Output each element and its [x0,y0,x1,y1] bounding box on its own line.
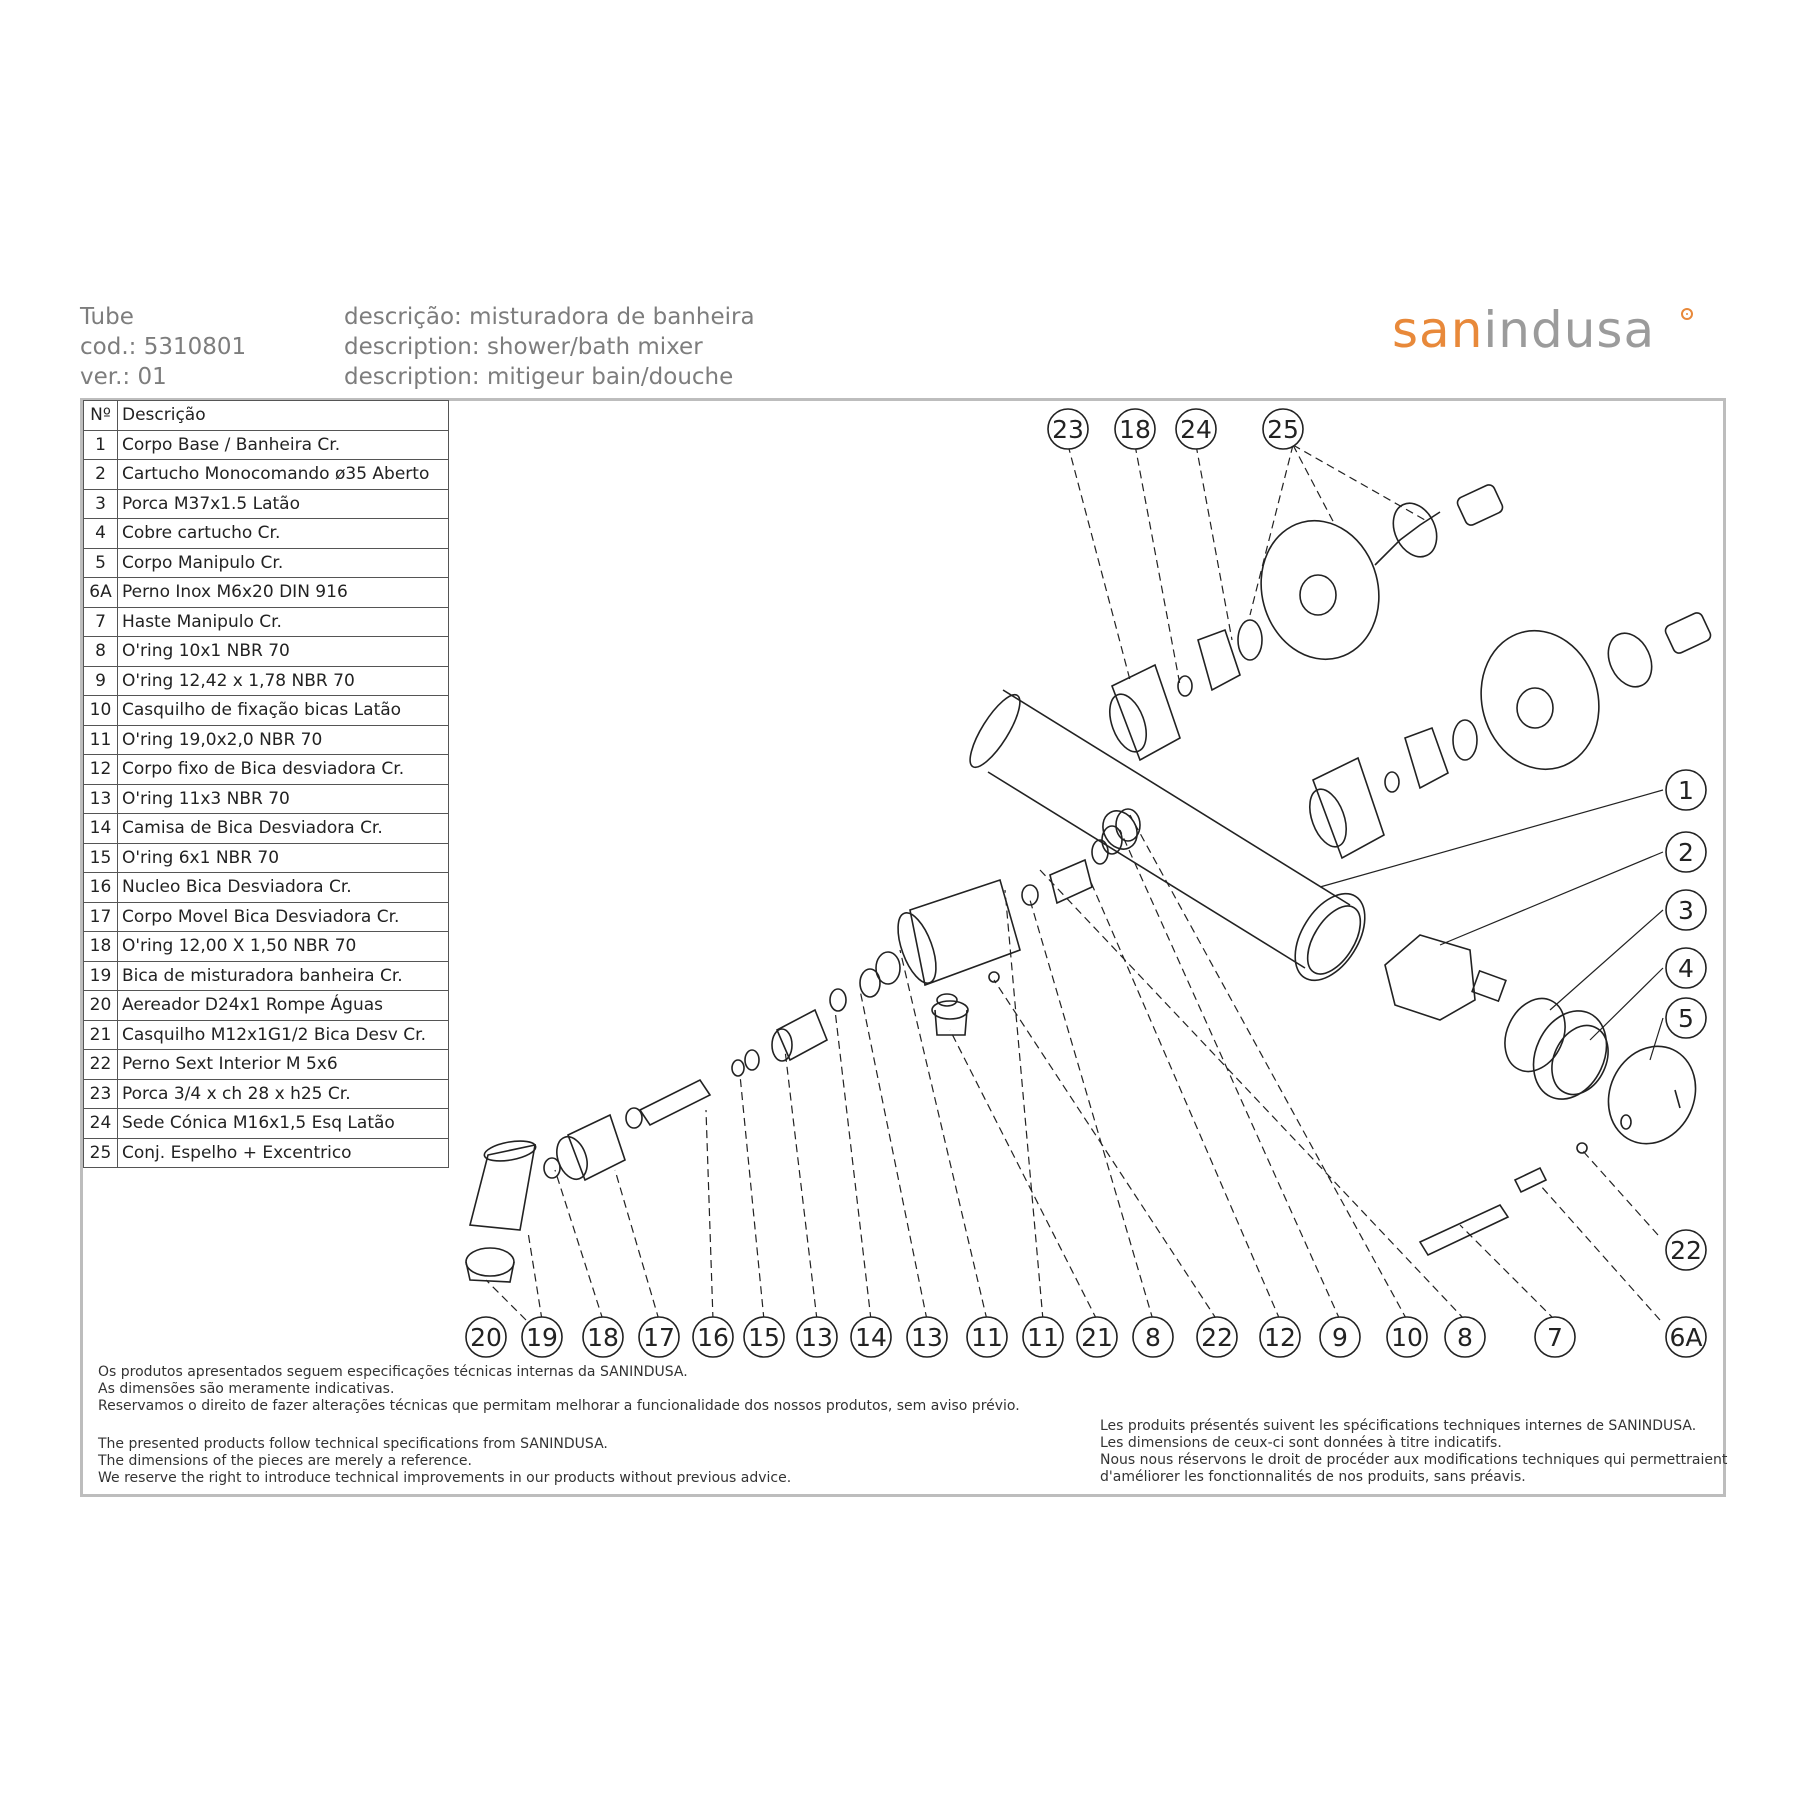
callout-bottom [1666,1317,1706,1357]
footer-fr: Les produits présentés suivent les spécifications techniques internes de SANINDUSA. Les dimensions de ceux-ci sont données à titre indicatifs. Nous nous réservons le droit de procéder aux modifications techniques qui permettraient d'améliorer les fonctionnalités de nos produits, sans préavis. [1100,1418,1728,1485]
callout-bottom [1023,1317,1063,1357]
part-description: Porca M37x1.5 Latão [118,489,449,519]
callout-label: 9 [1332,1323,1348,1352]
part-number: 22 [84,1050,118,1080]
product-version: ver.: 01 [80,364,167,390]
callout-label: 24 [1180,415,1212,444]
callout-bottom [797,1317,837,1357]
callout-bottom [967,1317,1007,1357]
product-name: Tube [80,304,134,330]
callout-label: 20 [470,1323,502,1352]
part-number: 7 [84,607,118,637]
callout-bottom [1197,1317,1237,1357]
callout-bottom [466,1317,506,1357]
part-description: Perno Sext Interior M 5x6 [118,1050,449,1080]
callout-label: 18 [1119,415,1151,444]
part-number: 23 [84,1079,118,1109]
callout-label: 14 [855,1323,887,1352]
callout-label: 12 [1264,1323,1296,1352]
part-number: 6A [84,578,118,608]
part-description: Corpo Manipulo Cr. [118,548,449,578]
callout-label: 8 [1457,1323,1473,1352]
callout-bottom [693,1317,733,1357]
diverter-spout-assembly [466,805,1144,1282]
callout-label: 17 [643,1323,675,1352]
part-description: Cartucho Monocomando ø35 Aberto [118,460,449,490]
part-number: 14 [84,814,118,844]
callout-bottom [1133,1317,1173,1357]
callout-label: 21 [1081,1323,1113,1352]
handle-rods [1420,1168,1546,1255]
callout-bottom [1387,1317,1427,1357]
sanindusa-logo: sanindusa [1392,301,1656,359]
callout-top [1176,409,1216,449]
part-description: Corpo Movel Bica Desviadora Cr. [118,902,449,932]
callout-right [1666,1230,1706,1270]
callout-label: 10 [1391,1323,1423,1352]
callout-label: 13 [801,1323,833,1352]
callout-label: 22 [1201,1323,1233,1352]
callout-label: 11 [971,1323,1003,1352]
callout-label: 23 [1052,415,1084,444]
callout-label: 7 [1547,1323,1563,1352]
column-header-description: Descrição [118,401,449,431]
part-description: O'ring 12,00 X 1,50 NBR 70 [118,932,449,962]
callout-label: 13 [911,1323,943,1352]
part-description: Corpo fixo de Bica desviadora Cr. [118,755,449,785]
callout-label: 3 [1678,896,1694,925]
callout-bottom [1535,1317,1575,1357]
callout-bottom [522,1317,562,1357]
callout-label: 18 [587,1323,619,1352]
callout-top [1263,409,1303,449]
description-en: description: shower/bath mixer [344,334,703,360]
description-pt: descrição: misturadora de banheira [344,304,755,330]
part-number: 21 [84,1020,118,1050]
callout-label: 1 [1678,776,1694,805]
part-number: 25 [84,1138,118,1168]
callout-bottom [907,1317,947,1357]
part-number: 9 [84,666,118,696]
part-number: 15 [84,843,118,873]
part-description: Porca 3/4 x ch 28 x h25 Cr. [118,1079,449,1109]
upper-eccentric-set [1103,483,1505,760]
callout-label: 8 [1145,1323,1161,1352]
footer-en: The presented products follow technical specifications from SANINDUSA. The dimensions of the pieces are merely a reference. We reserve the right to introduce technical improvements in our products without previous advice. [98,1436,792,1486]
product-code: cod.: 5310801 [80,334,247,360]
part-description: Bica de misturadora banheira Cr. [118,961,449,991]
callout-label: 2 [1678,838,1694,867]
lower-eccentric-set [1303,611,1713,858]
part-number: 18 [84,932,118,962]
callout-label: 16 [697,1323,729,1352]
right-leader-lines [1320,790,1663,1060]
callout-label: 5 [1678,1004,1694,1033]
part-number: 8 [84,637,118,667]
callout-label: 11 [1027,1323,1059,1352]
column-header-no: Nº [84,401,118,431]
part-description: Casquilho M12x1G1/2 Bica Desv Cr. [118,1020,449,1050]
part-number: 11 [84,725,118,755]
part-number: 1 [84,430,118,460]
callout-bottom [583,1317,623,1357]
part-number: 20 [84,991,118,1021]
part-description: Perno Inox M6x20 DIN 916 [118,578,449,608]
callout-bottom [851,1317,891,1357]
leader-lines [486,445,1660,1320]
callout-bottom [744,1317,784,1357]
callout-right [1666,770,1706,810]
part-number: 19 [84,961,118,991]
part-description: O'ring 10x1 NBR 70 [118,637,449,667]
callout-right [1666,832,1706,872]
part-number: 4 [84,519,118,549]
callout-label: 22 [1670,1236,1702,1265]
part-description: Haste Manipulo Cr. [118,607,449,637]
part-number: 12 [84,755,118,785]
body-tube [962,688,1379,992]
callout-label: 19 [526,1323,558,1352]
description-fr: description: mitigeur bain/douche [344,364,734,390]
part-number: 16 [84,873,118,903]
part-description: Sede Cónica M16x1,5 Esq Latão [118,1109,449,1139]
part-number: 10 [84,696,118,726]
callout-label: 6A [1669,1323,1703,1352]
part-description: Corpo Base / Banheira Cr. [118,430,449,460]
callout-right [1666,998,1706,1038]
callout-label: 15 [748,1323,780,1352]
callout-top [1048,409,1088,449]
part-description: O'ring 11x3 NBR 70 [118,784,449,814]
part-number: 13 [84,784,118,814]
callout-label: 4 [1678,954,1694,983]
part-number: 2 [84,460,118,490]
callout-bottom [1260,1317,1300,1357]
callout-bottom [639,1317,679,1357]
part-description: O'ring 12,42 x 1,78 NBR 70 [118,666,449,696]
part-description: Cobre cartucho Cr. [118,519,449,549]
callout-bottom [1445,1317,1485,1357]
part-description: Conj. Espelho + Excentrico [118,1138,449,1168]
part-description: Nucleo Bica Desviadora Cr. [118,873,449,903]
callout-bottom [1077,1317,1117,1357]
callout-top [1115,409,1155,449]
callout-right [1666,948,1706,988]
part-number: 17 [84,902,118,932]
callout-bottom [1320,1317,1360,1357]
part-number: 24 [84,1109,118,1139]
callout-right [1666,890,1706,930]
part-number: 3 [84,489,118,519]
part-description: O'ring 6x1 NBR 70 [118,843,449,873]
part-description: Camisa de Bica Desviadora Cr. [118,814,449,844]
callout-label: 25 [1267,415,1299,444]
part-description: Aereador D24x1 Rompe Águas [118,991,449,1021]
footer-pt: Os produtos apresentados seguem especificações técnicas internas da SANINDUSA. As dimensões são meramente indicativas. Reservamos o direito de fazer alterações técnicas que permitam melhorar a funcionalidade dos nossos produtos, sem aviso prévio. [98,1364,1020,1414]
part-number: 5 [84,548,118,578]
callout-layer [466,409,1706,1357]
part-description: Casquilho de fixação bicas Latão [118,696,449,726]
part-description: O'ring 19,0x2,0 NBR 70 [118,725,449,755]
